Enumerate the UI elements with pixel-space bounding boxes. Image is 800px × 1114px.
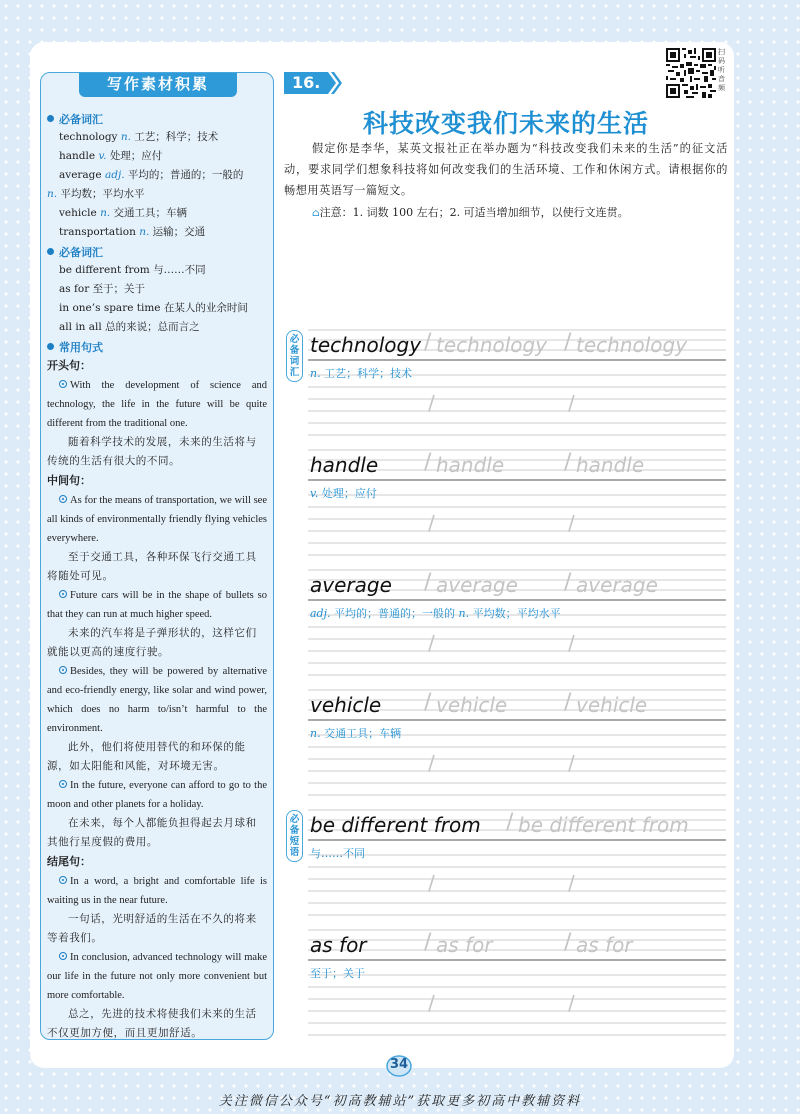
note-mark-icon: ⌂ <box>312 208 320 219</box>
practice-row[interactable] <box>308 445 726 561</box>
page-title: 科技改变我们未来的生活 <box>362 109 649 138</box>
vocab-item: handle v. 处理；应付 <box>59 150 163 162</box>
practice-word-trace: as for <box>436 933 493 957</box>
sentence-en: Besides, they will be powered by alternative and eco-friendly energy, like solar and wind power, which does no harm to/isn’t harmful to the environment. <box>47 666 267 734</box>
practice-word-trace: technology <box>436 333 548 357</box>
practice-word-trace: as for <box>576 933 633 957</box>
slash-divider: / <box>428 991 435 1015</box>
page-number-badge: 34 <box>384 1053 414 1077</box>
vocab-item: technology n. 工艺；科学；技术 <box>59 131 219 143</box>
sentence-en: As for the means of transportation, we will see all kinds of environmentally friendly flying vehicles everywhere. <box>47 495 267 544</box>
slash-divider: / <box>424 330 432 355</box>
slash-divider: / <box>564 330 572 355</box>
slash-divider: / <box>428 871 435 895</box>
practice-meaning: v. 处理；应付 <box>310 487 377 500</box>
sentence-en: In the future, everyone can afford to go to the moon and other planets for a holiday. <box>47 780 267 810</box>
sentence-zh: 一句话，光明舒适的生活在不久的将来等着我们。 <box>47 913 257 944</box>
practice-meaning: n. 工艺；科学；技术 <box>310 367 413 380</box>
practice-word: vehicle <box>310 693 382 717</box>
section-sentences-title: 常用句式 <box>47 337 267 356</box>
sentence-zh: 随着科学技术的发展，未来的生活将与传统的生活有很大的不同。 <box>47 436 257 467</box>
section-vocab-title: 必备词汇 <box>47 109 267 128</box>
practice-word: as for <box>310 933 367 957</box>
sentence-zh: 至于交通工具，各种环保飞行交通工具将随处可见。 <box>47 551 257 582</box>
slash-divider: / <box>428 511 435 535</box>
circle-bullet-icon <box>59 380 67 388</box>
practice-meaning: n. 交通工具；车辆 <box>310 727 402 740</box>
slash-divider: / <box>568 751 575 775</box>
phrase-item: all in all 总的来说；总而言之 <box>59 321 200 333</box>
slash-divider: / <box>568 871 575 895</box>
bullet-dot-icon <box>47 248 54 255</box>
slash-divider: / <box>564 570 572 595</box>
practice-row[interactable] <box>308 805 726 921</box>
sentence-en: Future cars will be in the shape of bullets so that they can run at much higher speed. <box>47 590 267 620</box>
section-phrases-title: 必备词汇 <box>47 242 267 261</box>
panel-title: 写作素材积累 <box>79 72 237 97</box>
writing-materials-panel <box>40 72 274 1040</box>
practice-row[interactable] <box>308 685 726 801</box>
side-tag-vocab: 必备词汇 <box>286 330 303 382</box>
slash-divider: / <box>428 631 435 655</box>
circle-bullet-icon <box>59 780 67 788</box>
slash-divider: / <box>564 690 572 715</box>
practice-meaning: adj. 平均的；普通的；一般的 n. 平均数；平均水平 <box>310 607 561 620</box>
sentence-zh: 在未来，每个人都能负担得起去月球和其他行星度假的费用。 <box>47 817 257 848</box>
practice-word-trace: handle <box>576 453 645 477</box>
qr-code-icon[interactable] <box>666 48 716 98</box>
practice-word-trace: technology <box>576 333 688 357</box>
vocab-item: average adj. 平均的；普通的；一般的 <box>59 169 244 181</box>
practice-row[interactable] <box>308 565 726 681</box>
practice-word-trace: handle <box>436 453 505 477</box>
practice-word: be different from <box>310 813 481 837</box>
phrase-item: as for 至于；关于 <box>59 283 146 295</box>
slash-divider: / <box>568 391 575 415</box>
practice-word-trace: vehicle <box>576 693 648 717</box>
circle-bullet-icon <box>59 666 67 674</box>
practice-meaning: 与……不同 <box>310 847 365 860</box>
practice-row[interactable] <box>308 925 726 1041</box>
sentence-zh: 此外，他们将使用替代的和环保的能源，如太阳能和风能，对环境无害。 <box>47 741 246 772</box>
opening-label: 开头句： <box>47 359 91 372</box>
phrase-item: in one’s spare time 在某人的业余时间 <box>59 302 248 314</box>
circle-bullet-icon <box>59 876 67 884</box>
practice-word: handle <box>310 453 379 477</box>
sentence-zh: 未来的汽车将是子弹形状的，这样它们就能以更高的速度行驶。 <box>47 627 257 658</box>
bullet-dot-icon <box>47 343 54 350</box>
qr-label: 扫码听音频 <box>718 48 725 92</box>
slash-divider: / <box>424 570 432 595</box>
slash-divider: / <box>424 690 432 715</box>
exercise-number-badge: 16. <box>284 72 342 94</box>
side-tag-phrases: 必备短语 <box>286 810 303 862</box>
slash-divider: / <box>564 930 572 955</box>
practice-word: technology <box>310 333 422 357</box>
circle-bullet-icon <box>59 495 67 503</box>
sentence-en: With the development of science and technology, the life in the future will be quite different from the traditional one. <box>47 380 267 429</box>
circle-bullet-icon <box>59 952 67 960</box>
writing-prompt: 假定你是李华，某英文报社正在举办题为“科技改变我们未来的生活”的征文活动，要求同学们想象科技将如何改变我们的生活环境、工作和休闲方式。请根据你的畅想用英语写一篇短文。 <box>284 142 728 197</box>
circle-bullet-icon <box>59 590 67 598</box>
writing-note: ⌂注意：1. 词数 100 左右；2. 可适当增加细节，以使行文连贯。 <box>312 206 629 219</box>
panel-body <box>41 109 273 1040</box>
sentence-zh: 总之，先进的技术将使我们未来的生活不仅更加方便，而且更加舒适。 <box>47 1008 257 1039</box>
practice-word-trace: be different from <box>518 813 689 837</box>
closing-label: 结尾句： <box>47 855 91 868</box>
practice-meaning: 至于；关于 <box>310 967 365 980</box>
practice-word-trace: average <box>436 573 518 597</box>
sentence-en: In a word, a bright and comfortable life is waiting us in the near future. <box>47 876 267 906</box>
practice-row[interactable] <box>308 325 726 441</box>
phrase-item: be different from 与……不同 <box>59 264 206 276</box>
vocab-item: vehicle n. 交通工具；车辆 <box>59 207 188 219</box>
slash-divider: / <box>564 450 572 475</box>
slash-divider: / <box>568 511 575 535</box>
slash-divider: / <box>506 810 514 835</box>
middle-label: 中间句： <box>47 474 91 487</box>
writing-guide-lines <box>308 925 726 1041</box>
practice-word: average <box>310 573 392 597</box>
bullet-dot-icon <box>47 115 54 122</box>
footer-text: 关注微信公众号“初高教辅站”获取更多初高中教辅资料 <box>218 1094 582 1109</box>
practice-word-trace: vehicle <box>436 693 508 717</box>
vocab-item: transportation n. 运输；交通 <box>59 226 206 238</box>
slash-divider: / <box>428 751 435 775</box>
practice-word-trace: average <box>576 573 658 597</box>
slash-divider: / <box>428 391 435 415</box>
sentence-en: In conclusion, advanced technology will make our life in the future not only more convenient but more comfortable. <box>47 952 267 1001</box>
vocab-item-continued: n. 平均数；平均水平 <box>47 188 145 200</box>
slash-divider: / <box>424 450 432 475</box>
slash-divider: / <box>568 631 575 655</box>
slash-divider: / <box>568 991 575 1015</box>
slash-divider: / <box>424 930 432 955</box>
